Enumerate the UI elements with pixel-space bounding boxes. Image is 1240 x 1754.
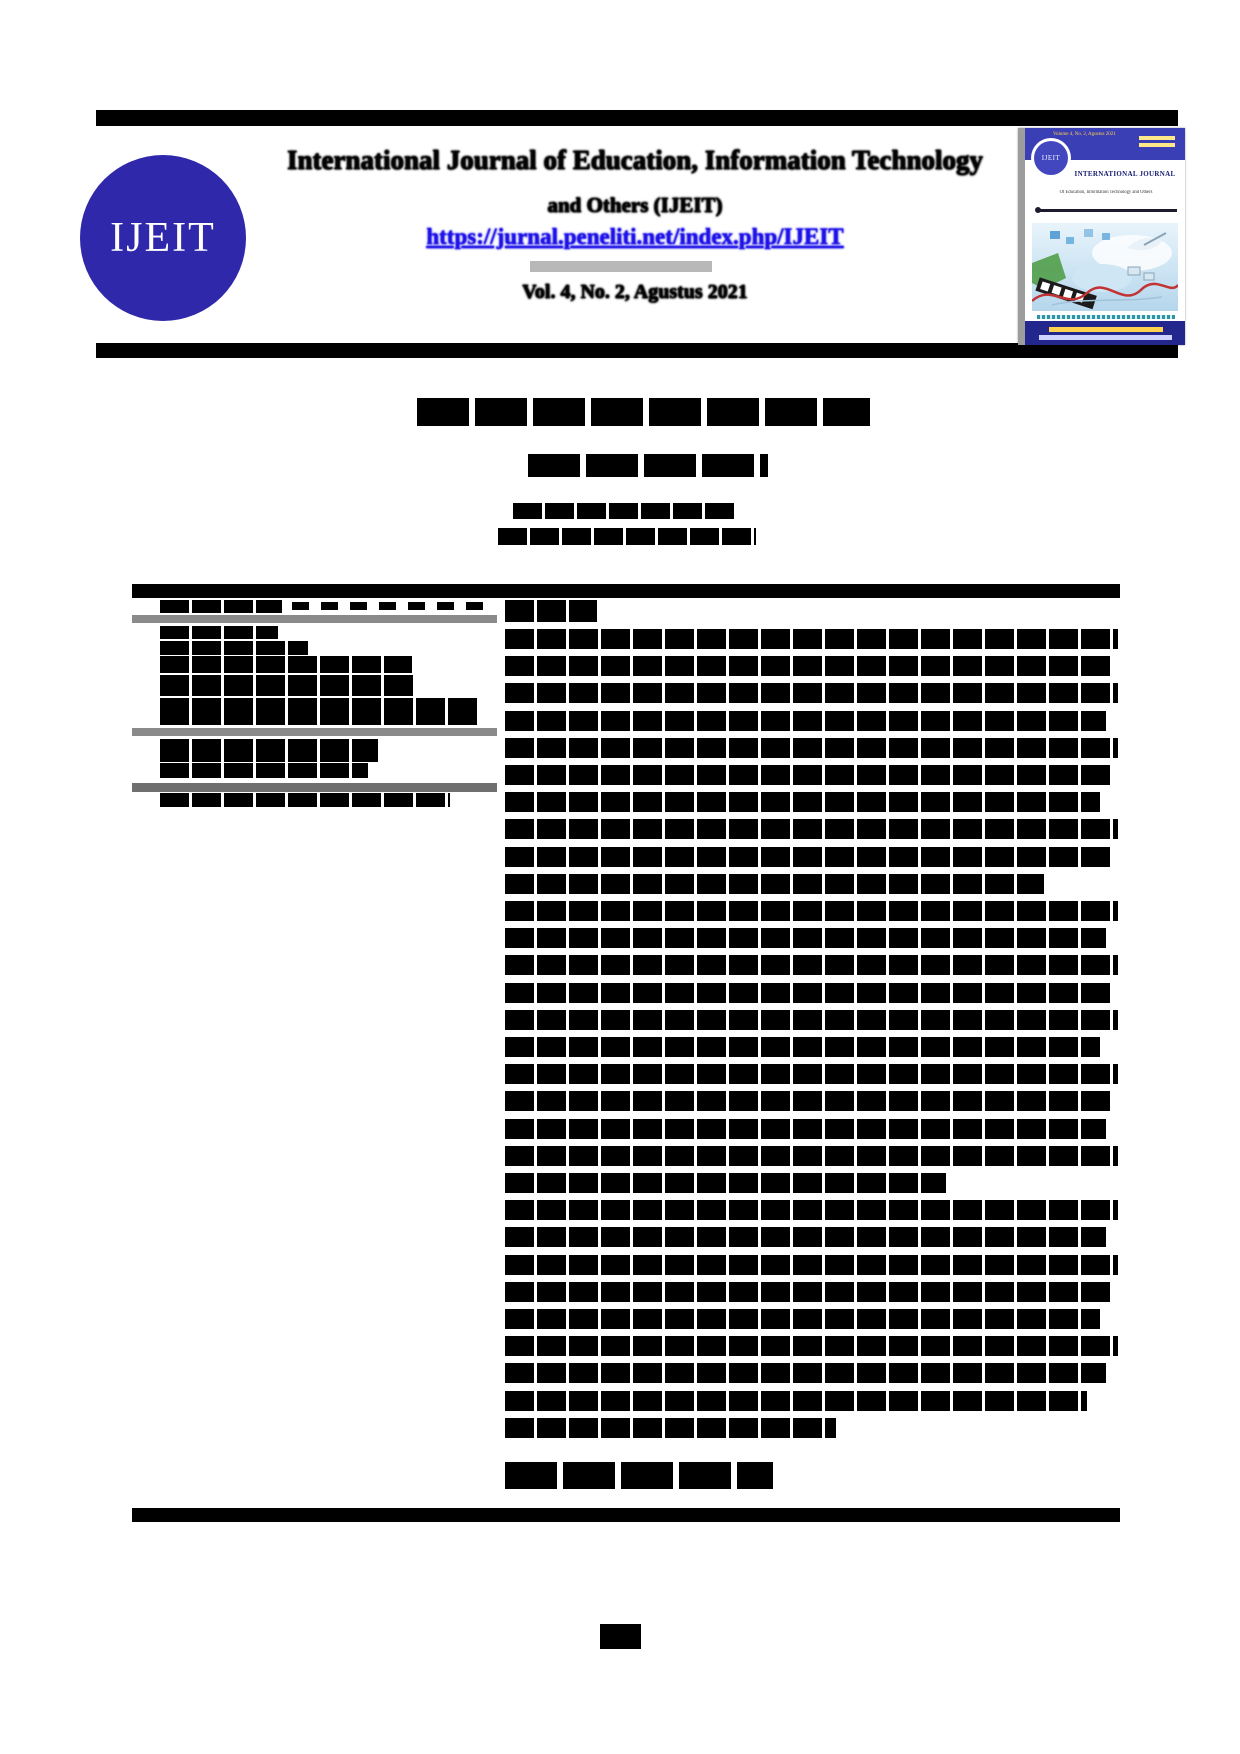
cover-logo-text: IJEIT [1034,141,1068,175]
abstract-text-line [505,1255,1118,1275]
abstract-text-line [505,629,1118,649]
article-history-line-3 [160,656,412,673]
issn-ghost-line [530,261,712,272]
cover-footer-text-2 [1039,335,1172,340]
journal-url-link[interactable]: https://jurnal.peneliti.net/index.php/IJEIT [426,224,844,249]
abstract-text-line [505,1146,1118,1166]
page-number [600,1624,641,1649]
cover-footer-text-1 [1049,327,1163,332]
cover-logo [1031,138,1071,178]
cover-inner [1025,128,1185,345]
abstract-text-line [505,1336,1118,1356]
abstract-text-line [505,1418,836,1438]
cover-issn-line-2 [1139,143,1175,147]
abstract-text-line [505,1064,1118,1084]
abstract-text-line [505,1363,1106,1383]
sidebar-rule-2 [132,728,497,736]
sidebar-rule-3 [132,783,497,792]
top-rule [96,110,1178,126]
cover-footer-band [1025,321,1185,345]
abstract-text-line [505,819,1118,839]
abstract-text-line [505,792,1100,812]
abstract-text-line [505,901,1118,921]
cover-collage-image [1032,223,1178,311]
abstract-text-line [505,683,1118,703]
journal-logo [80,155,246,321]
author-name [528,454,768,477]
abstract-text-line [505,1282,1112,1302]
abstract-text-line [505,738,1118,758]
cover-caption-line [1037,315,1175,319]
cover-rule-line [1039,209,1177,212]
affiliation-line-1 [513,503,734,519]
header-bottom-rule [96,343,1178,358]
article-info-heading [160,600,282,613]
cover-volume-line: Volume 4, No. 2, Agustus 2021 [1053,132,1116,137]
abstract-text-line [505,847,1112,867]
sidebar-rule-1 [132,615,497,623]
article-history-line-2 [160,641,308,655]
journal-title-line1: International Journal of Education, Information Technology [286,145,984,175]
abstract-keywords-line [505,1462,773,1489]
keywords-sidebar-line-1 [160,739,378,762]
abstract-text-line [505,955,1118,975]
abstract-text-line [505,1173,946,1193]
abstract-heading [505,600,597,622]
journal-title-line2: and Others (IJEIT) [547,193,723,217]
cover-journal-subtitle: Of Education, Information Technology and Others [1059,190,1153,195]
cover-issn-line-1 [1139,136,1175,140]
cover-shadow-strip [1018,128,1025,345]
abstract-text-line [505,1119,1106,1139]
journal-cover-thumbnail [1018,128,1185,345]
volume-line: Vol. 4, No. 2, Agustus 2021 [522,281,748,303]
abstract-text-line [505,1391,1087,1411]
abstract-text-line [505,1227,1106,1247]
cover-journal-name: INTERNATIONAL JOURNAL [1074,170,1176,178]
journal-logo-text: IJEIT [110,215,216,261]
article-history-line-5 [160,698,478,725]
affiliation-line-2 [498,528,756,545]
abstract-text-line [505,656,1112,676]
abstract-text-line [505,928,1106,948]
abstract-text-line [505,711,1106,731]
abstract-text-line [505,1037,1100,1057]
article-history-line-4 [160,675,415,696]
body-top-rule [132,584,1120,598]
abstract-text-line [505,1091,1112,1111]
abstract-text-line [505,983,1112,1003]
abstract-text-line [505,765,1112,785]
article-history-line-1 [160,626,278,639]
sidebar-footer-line [160,793,450,807]
keywords-sidebar-line-2 [160,763,368,778]
abstract-text-line [505,1010,1118,1030]
article-title [417,398,870,426]
abstract-text-line [505,1200,1118,1220]
article-info-dashes [292,602,488,610]
abstract-text-line [505,1309,1100,1329]
body-bottom-rule [132,1508,1120,1522]
abstract-text-line [505,874,1044,894]
